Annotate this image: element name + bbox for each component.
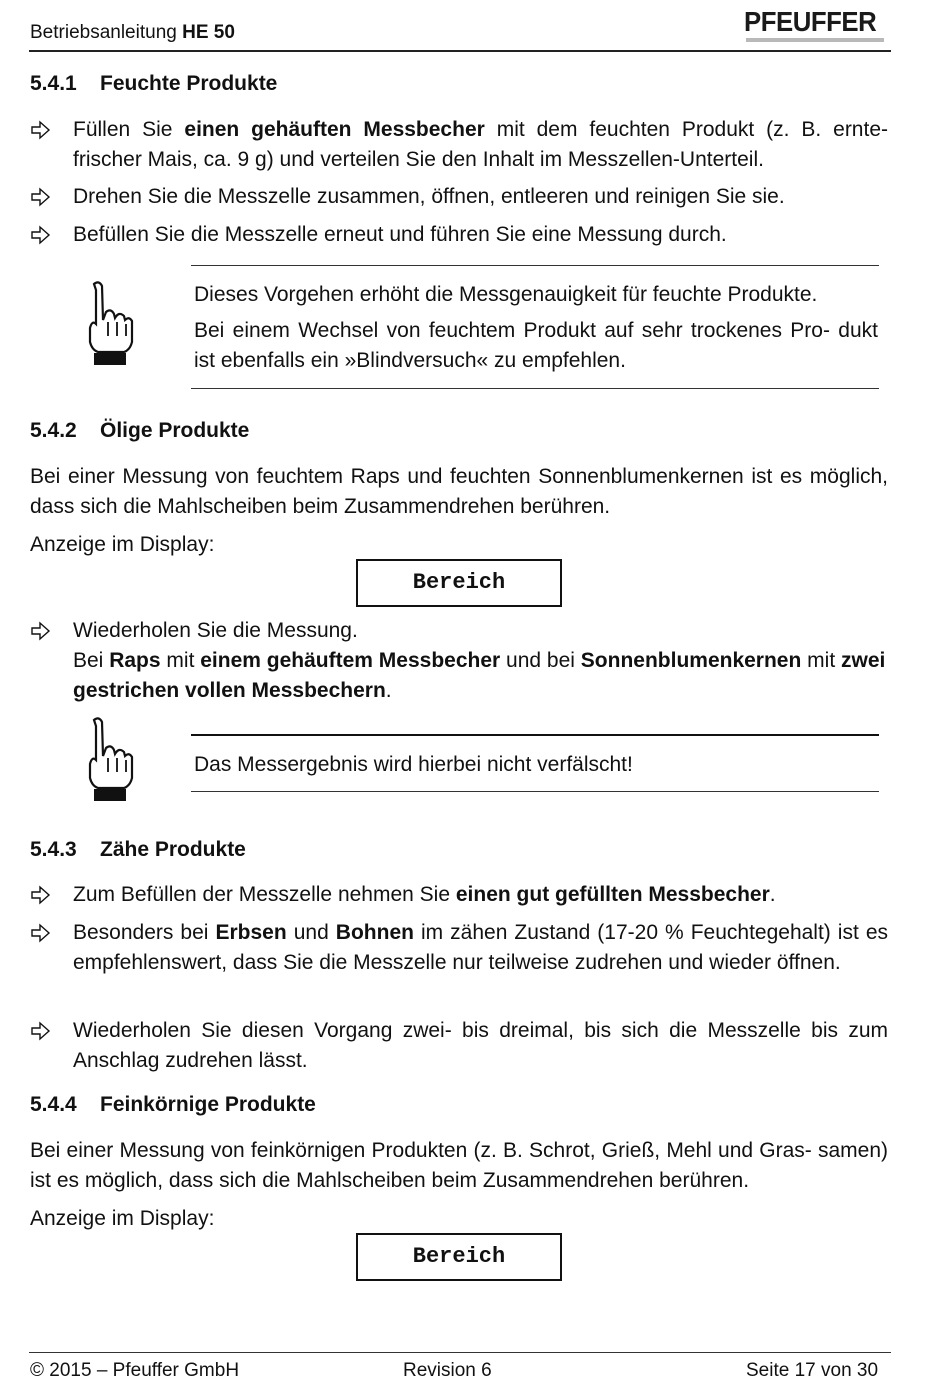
brand-logo: PFEUFFER	[744, 6, 877, 37]
list-item: Wiederholen Sie die Messung. Bei Raps mit einem gehäuftem Messbecher und bei Sonnenblumenkernen mit zwei gestrichen vollen Messbechern.	[30, 616, 888, 706]
section-heading-5-4-4: 5.4.4 Feinkörnige Produkte	[30, 1093, 316, 1116]
paragraph: Bei einer Messung von feinkörnigen Produkten (z. B. Schrot, Grieß, Mehl und Gras- samen) ist es möglich, dass sich die Mahlscheiben beim Zusammendrehen berühren.	[30, 1139, 888, 1192]
hollow-right-arrow-icon	[30, 182, 54, 212]
list-item: Besonders bei Erbsen und Bohnen im zähen Zustand (17-20 % Feuchtegehalt) ist es empfehlenswert, dass Sie die Messzelle nur teilweise zudrehen und wieder öffnen.	[30, 918, 888, 1008]
paragraph: Bei einer Messung von feuchtem Raps und feuchten Sonnenblumenkernen ist es möglich, dass sich die Mahlscheiben beim Zusammendrehen berühren.	[30, 465, 888, 518]
list-item: Befüllen Sie die Messzelle erneut und führen Sie eine Messung durch.	[30, 220, 888, 250]
note-bottom-rule	[191, 791, 879, 792]
display-readout: Bereich	[356, 559, 562, 607]
hollow-right-arrow-icon	[30, 880, 54, 910]
section-heading-5-4-2: 5.4.2 Ölige Produkte	[30, 419, 250, 442]
display-readout: Bereich	[356, 1233, 562, 1281]
list-item: Drehen Sie die Messzelle zusammen, öffnen, entleeren und reinigen Sie sie.	[30, 182, 888, 212]
section-heading-5-4-3: 5.4.3 Zähe Produkte	[30, 838, 246, 861]
pointing-hand-icon	[84, 716, 134, 809]
pointing-hand-icon	[84, 280, 134, 373]
display-label: Anzeige im Display:	[30, 1207, 215, 1230]
hollow-right-arrow-icon	[30, 616, 54, 646]
note-top-rule	[191, 265, 879, 266]
note-text: Bei einem Wechsel von feuchtem Produkt auf sehr trockenes Pro- dukt ist ebenfalls ein »Blindversuch« zu empfehlen.	[194, 319, 878, 372]
note-top-rule	[191, 734, 879, 736]
footer-copyright: © 2015 – Pfeuffer GmbH	[30, 1360, 240, 1381]
header-divider	[29, 50, 891, 52]
note-text: Dieses Vorgehen erhöht die Messgenauigkeit für feuchte Produkte.	[194, 283, 818, 306]
display-label: Anzeige im Display:	[30, 533, 215, 556]
list-item: Zum Befüllen der Messzelle nehmen Sie einen gut gefüllten Messbecher.	[30, 880, 888, 910]
list-item: Wiederholen Sie diesen Vorgang zwei- bis dreimal, bis sich die Messzelle bis zum Anschlag zudrehen lässt.	[30, 1016, 888, 1076]
footer-divider	[29, 1352, 891, 1353]
hollow-right-arrow-icon	[30, 918, 54, 948]
note-text: Das Messergebnis wird hierbei nicht verfälscht!	[194, 753, 633, 776]
hollow-right-arrow-icon	[30, 1016, 54, 1046]
hollow-right-arrow-icon	[30, 220, 54, 250]
list-item: Füllen Sie einen gehäuften Messbecher mit dem feuchten Produkt (z. B. ernte- frischer Mais, ca. 9 g) und verteilen Sie den Inhalt im Messzellen-Unterteil.	[30, 115, 888, 175]
logo-underline	[746, 38, 884, 42]
section-heading-5-4-1: 5.4.1 Feuchte Produkte	[30, 72, 278, 95]
footer-page-number: Seite 17 von 30	[746, 1360, 879, 1381]
hollow-right-arrow-icon	[30, 115, 54, 145]
document-title: Betriebsanleitung HE 50	[30, 22, 235, 43]
note-bottom-rule	[191, 388, 879, 389]
footer-revision: Revision 6	[403, 1360, 492, 1381]
